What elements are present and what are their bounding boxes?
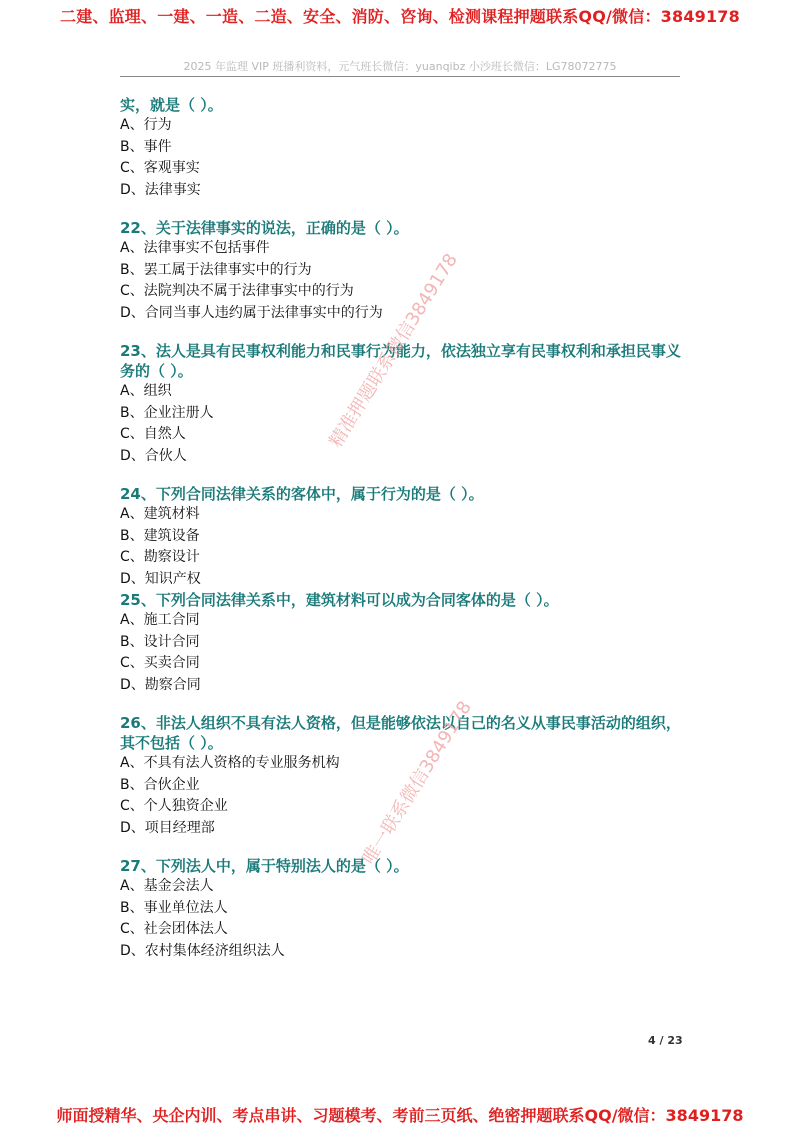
option-d: D、法律事实 [120,181,201,198]
option-b: B、建筑设备 [120,527,200,544]
option-b: B、合伙企业 [120,776,200,793]
option-c: C、勘察设计 [120,549,200,565]
question-block [120,484,690,590]
watermark-text: 唯一联系微信3849178 [358,697,476,869]
question-block [120,341,690,467]
question-stem: 23、法人是具有民事权利能力和民事行为能力，依法独立享有民事权利和承担民事义务的（ ）。 [120,342,681,380]
top-promo-banner: 二建、监理、一建、一造、二造、安全、消防、咨询、检测课程押题联系QQ/微信：3849178 [60,7,740,26]
header-divider [120,76,680,77]
option-c: C、客观事实 [120,160,200,176]
option-c: C、个人独资企业 [120,798,228,814]
option-a: A、不具有法人资格的专业服务机构 [120,755,340,771]
option-c: C、自然人 [120,426,186,442]
option-d: D、合同当事人违约属于法律事实中的行为 [120,304,383,321]
question-stem: 实，就是（ ）。 [120,96,223,114]
option-b: B、罢工属于法律事实中的行为 [120,261,312,278]
option-c: C、社会团体法人 [120,921,228,937]
option-b: B、企业注册人 [120,404,214,421]
option-b: B、事件 [120,138,172,155]
bottom-promo-banner: 师面授精华、央企内训、考点串讲、习题模考、考前三页纸、绝密押题联系QQ/微信：3849178 [56,1106,744,1125]
watermark-text: 精准押题联系微信3849178 [325,250,462,452]
question-block [120,590,690,696]
option-b: B、设计合同 [120,633,200,650]
option-a: A、基金会法人 [120,878,214,894]
question-stem: 26、非法人组织不具有法人资格，但是能够依法以自己的名义从事民事活动的组织，其不包括（ ）。 [120,714,681,752]
option-b: B、事业单位法人 [120,899,228,916]
option-d: D、勘察合同 [120,676,201,693]
question-stem: 25、下列合同法律关系中，建筑材料可以成为合同客体的是（ ）。 [120,591,559,609]
page-header-text: 2025 年监理 VIP 班播利资料，元气班长微信：yuanqibz 小沙班长微信：LG78072775 [183,60,617,73]
option-a: A、组织 [120,383,172,399]
option-c: C、法院判决不属于法律事实中的行为 [120,283,354,299]
question-stem: 27、下列法人中，属于特别法人的是（ ）。 [120,857,409,875]
page-number: 4 / 23 [648,1034,683,1047]
question-block [120,856,690,962]
option-d: D、农村集体经济组织法人 [120,942,285,959]
option-a: A、法律事实不包括事件 [120,240,270,256]
question-stem: 24、下列合同法律关系的客体中，属于行为的是（ ）。 [120,485,484,503]
option-a: A、施工合同 [120,612,200,628]
question-block [120,95,690,201]
option-d: D、合伙人 [120,447,187,464]
option-c: C、买卖合同 [120,655,200,671]
option-a: A、建筑材料 [120,506,200,522]
question-stem: 22、关于法律事实的说法，正确的是（ ）。 [120,219,409,237]
question-list [120,95,690,979]
option-d: D、项目经理部 [120,819,215,836]
option-d: D、知识产权 [120,570,201,587]
option-a: A、行为 [120,117,172,133]
